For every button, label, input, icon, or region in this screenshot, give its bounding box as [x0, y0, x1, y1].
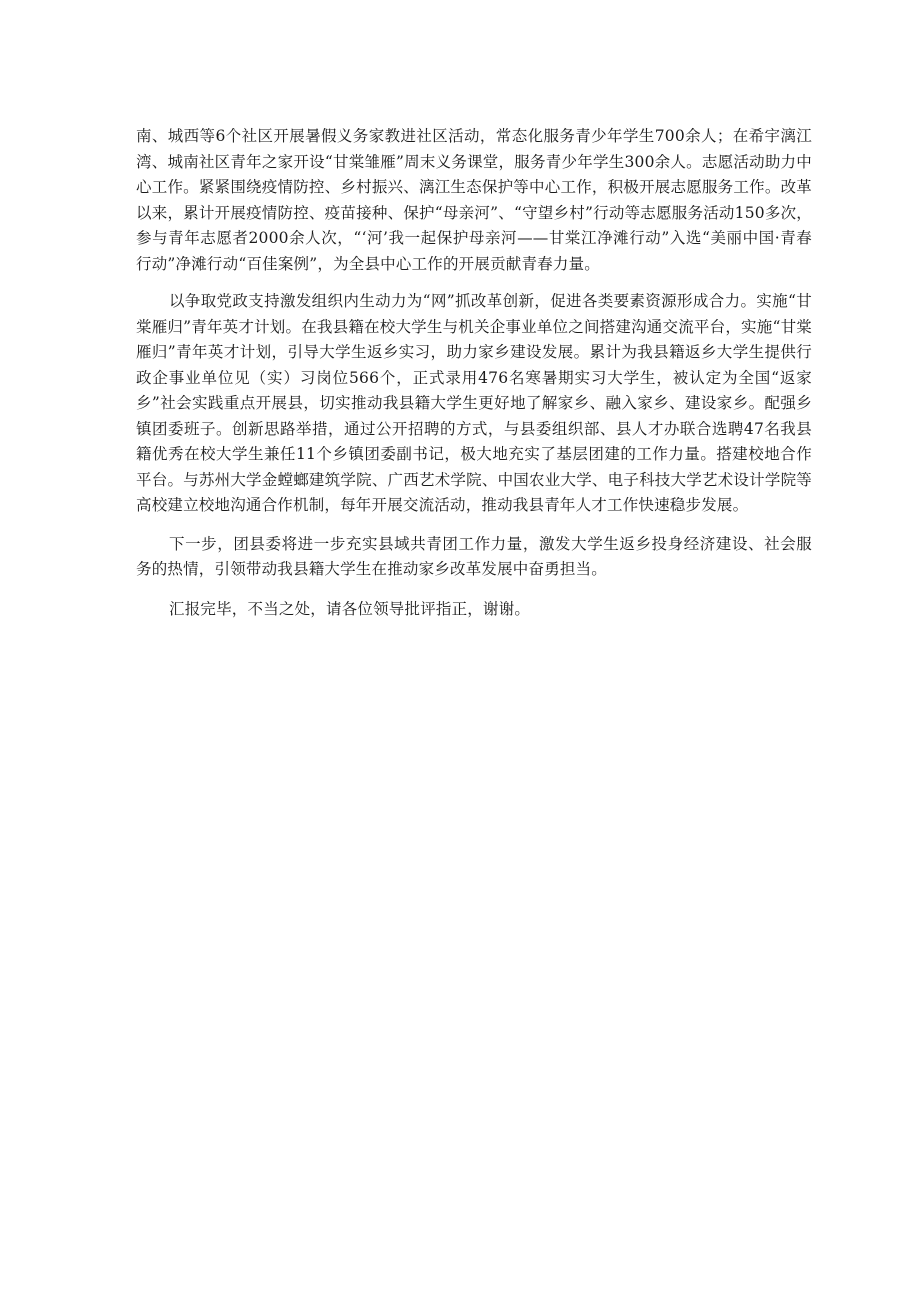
- document-page: [136, 124, 812, 622]
- paragraph-closing: 汇报完毕，不当之处，请各位领导批评指正，谢谢。: [169, 599, 531, 618]
- paragraph-volunteer-service: 南、城西等6个社区开展暑假义务家教进社区活动，常态化服务青少年学生700余人；在希宇漓江湾、城南社区青年之家开设“甘棠雏雁”周末义务课堂，服务青少年学生300余人。志愿活动助力中心工作。紧紧围绕疫情防控、乡村振兴、漓江生态保护等中心工作，积极开展志愿服务工作。改革以来，累计开展疫情防控、疫苗接种、保护“母亲河”、“守望乡村”行动等志愿服务活动150多次，参与青年志愿者2000余人次，“‘河’我一起保护母亲河——甘棠江净滩行动”入选“美丽中国·青春行动”净滩行动“百佳案例”，为全县中心工作的开展贡献青春力量。: [136, 127, 812, 273]
- paragraph-next-steps: 下一步，团县委将进一步充实县域共青团工作力量，激发大学生返乡投身经济建设、社会服务的热情，引领带动我县籍大学生在推动家乡改革发展中奋勇担当。: [136, 534, 812, 578]
- paragraph-reform-innovation: 以争取党政支持激发组织内生动力为“网”抓改革创新，促进各类要素资源形成合力。实施“甘棠雁归”青年英才计划。在我县籍在校大学生与机关企事业单位之间搭建沟通交流平台，实施“甘棠雁归”青年英才计划，引导大学生返乡实习，助力家乡建设发展。累计为我县籍返乡大学生提供行政企事业单位见（实）习岗位566个，正式录用476名寒暑期实习大学生，被认定为全国“返家乡”社会实践重点开展县，切实推动我县籍大学生更好地了解家乡、融入家乡、建设家乡。配强乡镇团委班子。创新思路举措，通过公开招聘的方式，与县委组织部、县人才办联合选聘47名我县籍优秀在校大学生兼任11个乡镇团委副书记，极大地充实了基层团建的工作力量。搭建校地合作平台。与苏州大学金螳螂建筑学院、广西艺术学院、中国农业大学、电子科技大学艺术设计学院等高校建立校地沟通合作机制，每年开展交流活动，推动我县青年人才工作快速稳步发展。: [136, 292, 812, 514]
